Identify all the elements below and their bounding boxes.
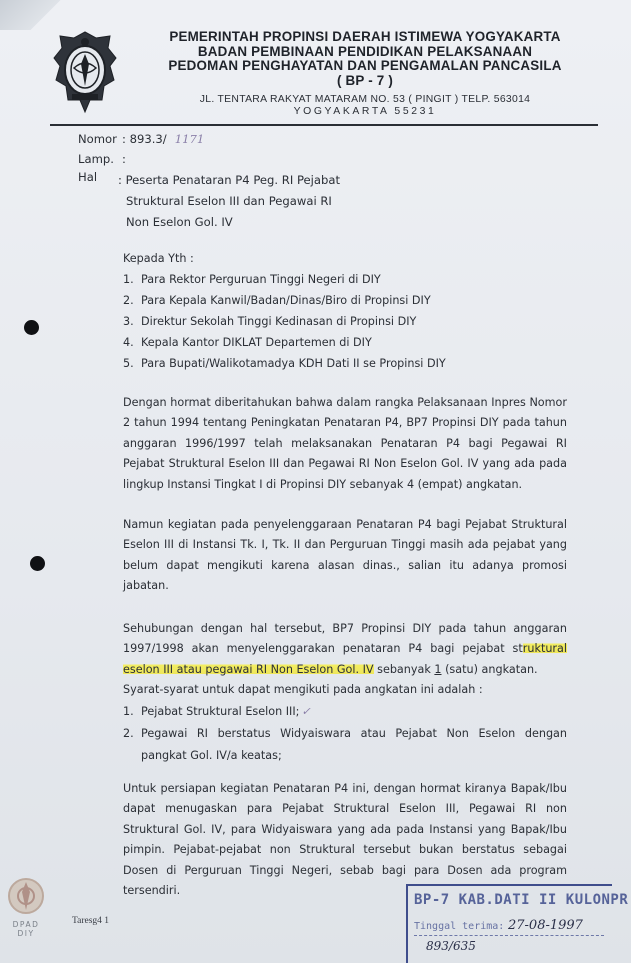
lamp-label: Lamp. <box>78 152 114 166</box>
letterhead-line-4: ( BP - 7 ) <box>336 72 394 88</box>
hal-block <box>78 170 340 233</box>
hal-line-1: : Peserta Penataran P4 Peg. RI Pejabat <box>118 173 340 187</box>
archive-watermark <box>2 876 50 938</box>
paragraph-1: Dengan hormat diberitahukan bahwa dalam rangka Pelaksanaan Inpres Nomor 2 tahun 1994 tentang Peningkatan Penataran P4, BP7 Propinsi DIY pada tahun anggaran 1996/1997 telah melaksanakan Penataran P4 bagi Pegawai RI Pejabat Struktural Eselon III dan Pegawai RI Non Eselon Gol. IV yang ada pada lingkup Instansi Tingkat I di Propinsi DIY sebanyak 4 (empat) angkatan. <box>123 396 567 491</box>
paper-corner-fold <box>0 0 70 30</box>
list-item: 1. Para Rektor Perguruan Tinggi Negeri di DIY <box>123 273 381 286</box>
yogyakarta-crest-icon <box>50 28 120 116</box>
list-item: 5. Para Bupati/Walikotamadya KDH Dati II se Propinsi DIY <box>123 357 446 370</box>
hal-line-3: Non Eselon Gol. IV <box>126 215 233 229</box>
list-item: 4. Kepala Kantor DIKLAT Departemen di DIY <box>123 336 372 349</box>
footer-code: Taresg4 1 <box>72 916 110 926</box>
list-item: 3. Direktur Sekolah Tinggi Kedinasan di Propinsi DIY <box>123 315 417 328</box>
letterhead-city: YOGYAKARTA 55231 <box>293 106 437 117</box>
recipient-list <box>123 248 567 374</box>
stamp-label: Tinggal terima: <box>414 921 505 932</box>
letterhead-line-3: PEDOMAN PENGHAYATAN DAN PENGAMALAN PANCASILA <box>168 58 562 73</box>
syarat-list <box>123 701 567 767</box>
angkatan-count: 1 <box>434 662 442 676</box>
stamp-number: 893/635 <box>426 939 476 953</box>
letterhead-line-2: BADAN PEMBINAAN PENDIDIKAN PELAKSANAAN <box>197 43 533 59</box>
nomor-value: : 893.3/ <box>122 132 167 146</box>
letterhead-divider <box>50 124 598 126</box>
syarat-2-continued: pangkat Gol. IV/a keatas; <box>141 748 282 762</box>
letterhead <box>140 30 590 118</box>
paragraph-3: Sehubungan dengan hal tersebut, BP7 Propinsi DIY pada tahun anggaran 1997/1998 akan menyelenggarakan penataran P4 bagi pejabat struktural eselon III atau pegawai RI Non Eselon Gol. IV sebanyak 1 (satu) angkatan. Syarat-syarat untuk dapat mengikuti pada angkatan ini adalah : 1. Pejabat Struktural Eselon III; ✓ 2. Pegawai RI berstatus Widyaiswara atau Pejabat Non Eselon dengan pangkat Gol. IV/a keatas; <box>123 619 567 767</box>
nomor-handwritten: 1171 <box>174 132 205 146</box>
hal-line-2: Struktural Eselon III dan Pegawai RI <box>126 194 332 208</box>
recipient-heading: Kepada Yth : <box>123 252 194 265</box>
list-item: 2. Pegawai RI berstatus Widyaiswara atau Pejabat Non Eselon dengan <box>123 726 567 740</box>
nomor-row <box>78 129 204 149</box>
highlighted-text: ruktural eselon III atau pegawai RI Non Eselon Gol. IV <box>123 642 567 676</box>
letter-meta <box>78 129 204 169</box>
stamp-date: 27-08-1997 <box>508 918 583 933</box>
stamp-divider <box>414 935 604 936</box>
paragraph-2: Namun kegiatan pada penyelenggaraan Penataran P4 bagi Pejabat Struktural Eselon III di Instansi Tk. I, Tk. II dan Perguruan Tinggi masih ada pejabat yang belum dapat mengikuti karena alasan dinas., salian itu adanya promosi jabatan. <box>123 518 567 593</box>
dpad-emblem-icon <box>6 876 46 916</box>
lamp-value: : <box>122 152 126 166</box>
hal-label: Hal <box>78 170 98 184</box>
watermark-text-2: DIY <box>17 929 35 938</box>
stamp-title: BP-7 KAB.DATI II KULONPR <box>414 892 629 908</box>
lamp-row <box>78 149 204 169</box>
punch-hole-bottom <box>30 556 45 571</box>
syarat-intro: Syarat-syarat untuk dapat mengikuti pada angkatan ini adalah : <box>123 683 483 697</box>
watermark-text-1: DPAD <box>12 920 40 929</box>
paragraph-4: Untuk persiapan kegiatan Penataran P4 ini, dengan hormat kiranya Bapak/Ibu dapat menugaskan para Pejabat Struktural Eselon III, Pegawai RI non Struktural Gol. IV, para Widyaiswara yang ada pada Instansi yang Bapak/Ibu pimpin. Pejabat-pejabat non Struktural tersebut bukan berstatus sebagai Dosen di Perguruan Tinggi Negeri, sebab bagi para Dosen ada program tersendiri. <box>123 782 567 898</box>
list-item: 1. Pejabat Struktural Eselon III; ✓ <box>123 701 567 723</box>
nomor-label: Nomor <box>78 132 117 146</box>
punch-hole-top <box>24 320 39 335</box>
check-mark-icon: ✓ <box>301 704 311 718</box>
receipt-stamp <box>406 884 629 963</box>
letterhead-address: JL. TENTARA RAKYAT MATARAM NO. 53 ( PINGIT ) TELP. 563014 <box>199 94 531 105</box>
letterhead-line-1: PEMERINTAH PROPINSI DAERAH ISTIMEWA YOGYAKARTA <box>169 29 561 44</box>
list-item: 2. Para Kepala Kanwil/Badan/Dinas/Biro di Propinsi DIY <box>123 294 431 307</box>
